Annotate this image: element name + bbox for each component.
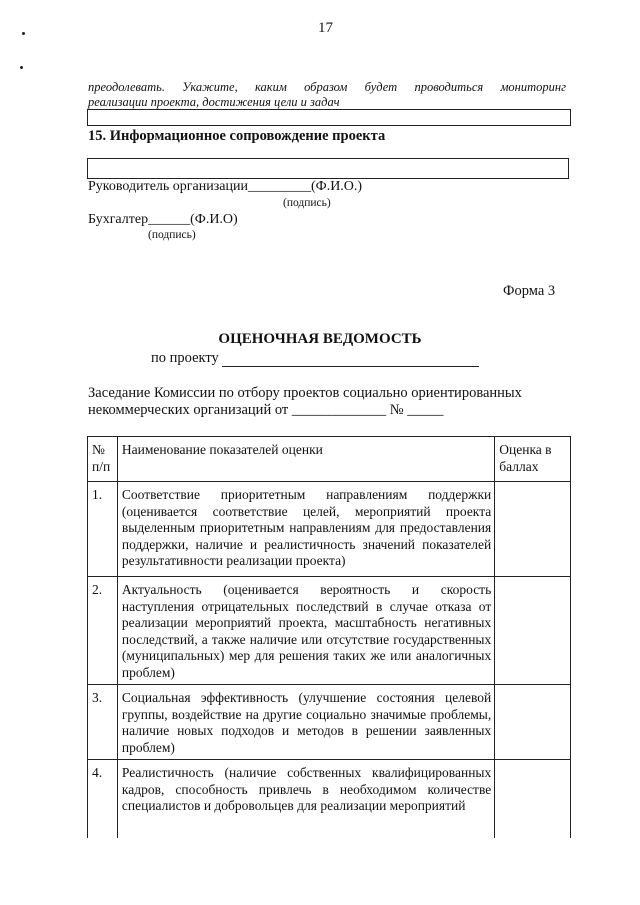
row-text: Социальная эффективность (улучшение состояния целевой группы, воздействие на другие социально значимые проблемы, наличие новых подходов и методов в решении заявленных проблем) [117, 685, 494, 760]
intro-word: преодолевать. [88, 80, 165, 94]
intro-word: мониторинг [500, 80, 566, 94]
header-score: Оценка в баллах [495, 437, 571, 482]
form-label: Форма 3 [503, 283, 556, 299]
project-name-blank[interactable] [222, 352, 479, 367]
table-row [88, 685, 571, 760]
table-header-row [88, 437, 571, 482]
row-num: 4. [88, 760, 118, 839]
intro-word: каким [254, 80, 287, 94]
intro-word: образом [304, 80, 348, 94]
form-title: ОЦЕНОЧНАЯ ВЕДОМОСТЬ [218, 331, 422, 347]
empty-field-box[interactable] [87, 158, 569, 179]
row-text: Реалистичность (наличие собственных квалифицированных кадров, способность привлечь в необходимом количестве специалистов и добровольцев для реализации мероприятий [117, 760, 494, 839]
scan-dot [22, 32, 25, 35]
table-row [88, 760, 571, 839]
table-row [88, 577, 571, 685]
score-cell[interactable] [495, 577, 571, 685]
header-name: Наименование показателей оценки [117, 437, 494, 482]
meeting-line-1: Заседание Комиссии по отбору проектов социально ориентированных [88, 385, 522, 401]
score-cell[interactable] [495, 482, 571, 577]
row-num: 2. [88, 577, 118, 685]
accountant-signature-caption: (подпись) [148, 229, 196, 241]
by-project-line: по проекту [151, 350, 479, 367]
meeting-date-blank[interactable]: _____________ [291, 402, 387, 418]
intro-line-1 [88, 80, 566, 95]
row-num: 1. [88, 482, 118, 577]
score-cell[interactable] [495, 760, 571, 839]
meeting-line-2: некоммерческих организаций от _____________ № _____ [88, 402, 444, 418]
evaluation-table [87, 436, 571, 838]
score-cell[interactable] [495, 685, 571, 760]
intro-line-2: реализации проекта, достижения цели и задач [88, 95, 340, 109]
head-signature-caption: (подпись) [283, 197, 331, 209]
intro-word: Укажите, [182, 80, 238, 94]
table-row [88, 482, 571, 577]
accountant-signature-line: Бухгалтер______(Ф.И.О) [88, 212, 238, 227]
scan-dot [20, 66, 23, 69]
intro-word: будет [364, 80, 398, 94]
meeting-number-blank[interactable]: _____ [407, 402, 444, 418]
row-text: Соответствие приоритетным направлениям поддержки (оценивается соответствие целей, мероприятий проекта выделенным приоритетным направлениям для предоставления поддержки, наличие и реалистичность значений показателей результативности реализации проекта) [117, 482, 494, 577]
header-num: № п/п [88, 437, 118, 482]
row-num: 3. [88, 685, 118, 760]
empty-field-box[interactable] [87, 109, 571, 126]
row-text: Актуальность (оценивается вероятность и скорость наступления отрицательных последствий в случае отказа от реализации мероприятий проекта, масштабность негативных последствий, а также наличие или отсутствие государственных (муниципальных) мер для решения таких же или аналогичных проблем) [117, 577, 494, 685]
intro-word: проводиться [414, 80, 484, 94]
head-signature-line: Руководитель организации_________(Ф.И.О.) [88, 179, 363, 194]
page-number: 17 [318, 20, 333, 36]
section-15-title: 15. Информационное сопровождение проекта [88, 128, 386, 144]
